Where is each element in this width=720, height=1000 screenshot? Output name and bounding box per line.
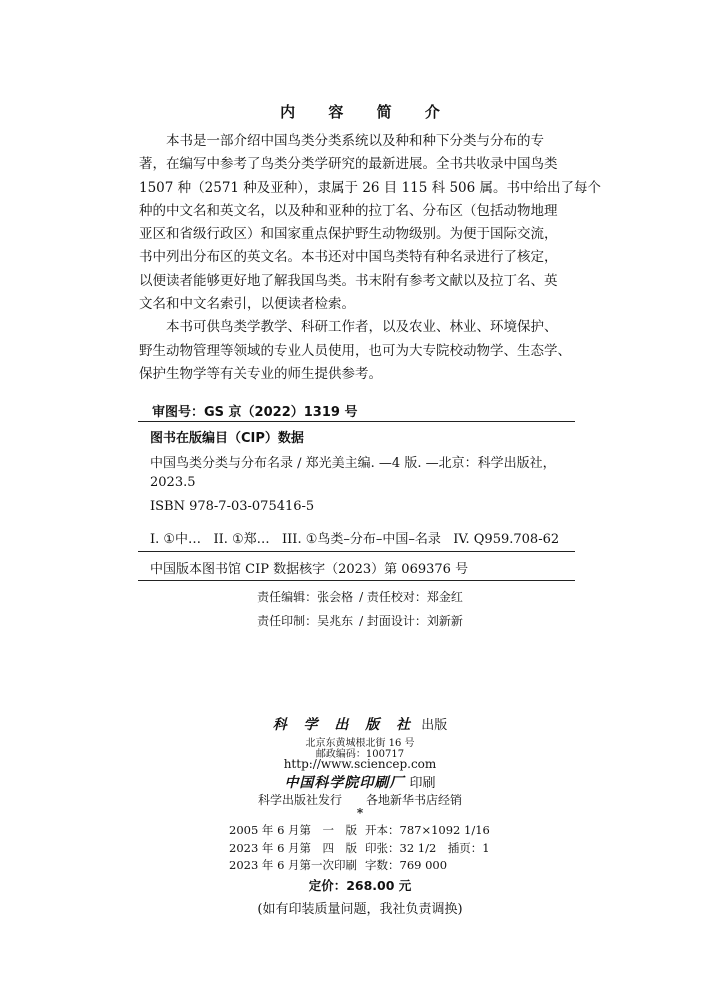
- summary: [139, 130, 602, 386]
- imprint-spec: 字数：769 000: [365, 858, 448, 872]
- summary-line: 本书是一部介绍中国鸟类分类系统以及种和种下分类与分布的专: [166, 133, 544, 149]
- cover-designer: / 封面设计：刘新新: [359, 614, 463, 628]
- printer-suffix: 印刷: [409, 776, 436, 791]
- summary-line: 著，在编写中参考了鸟类分类学研究的最新进展。全书共收录中国鸟类: [139, 156, 558, 173]
- cip-divider-top: [138, 421, 575, 422]
- publisher-suffix: 出版: [421, 718, 448, 733]
- imprint-edition: 2005 年 6 月第 一 版: [229, 823, 358, 837]
- imprint-edition: 2023 年 6 月第 四 版: [229, 841, 358, 855]
- page-title: 内 容 简 介: [280, 103, 454, 121]
- summary-line: 亚区和省级行政区）和国家重点保护野生动物级别。为便于国际交流，: [139, 226, 558, 243]
- responsible-editor: 责任编辑：张会格: [257, 590, 354, 604]
- imprint-edition: 2023 年 6 月第一次印刷: [229, 858, 358, 872]
- publisher-name: 科 学 出 版 社: [272, 717, 417, 733]
- imprint-row: [229, 840, 490, 856]
- imprint-row: [229, 857, 447, 873]
- distribution-line: 科学出版社发行 各地新华书店经销: [257, 793, 462, 807]
- summary-line: 种的中文名和英文名，以及种和亚种的拉丁名、分布区（包括动物地理: [139, 202, 558, 219]
- separator-star: *: [356, 806, 364, 820]
- map-review-number: 审图号：GS 京（2022）1319 号: [152, 405, 358, 420]
- print-manager: 责任印制：吴兆东: [257, 614, 354, 628]
- editors-line-1: [0, 588, 720, 605]
- cip-divider-middle: [138, 551, 575, 552]
- summary-line: 以便读者能够更好地了解我国鸟类。书末附有参考文献以及拉丁名、英: [139, 272, 558, 289]
- printer-line: [0, 772, 720, 792]
- cip-date-line: 2023.5: [150, 475, 196, 490]
- cip-title-line: 中国鸟类分类与分布名录 / 郑光美主编. —4 版. —北京：科学出版社，: [150, 456, 556, 471]
- publisher-url: http://www.sciencep.com: [283, 757, 437, 771]
- summary-paragraph-1: [139, 130, 602, 316]
- summary-line: 本书可供鸟类学教学、科研工作者，以及农业、林业、环境保护、: [166, 319, 558, 336]
- summary-line: 保护生物学等有关专业的师生提供参考。: [139, 365, 382, 382]
- imprint-row: [229, 822, 490, 838]
- summary-line: 文名和中文名索引，以便读者检索。: [139, 296, 355, 313]
- publisher-postcode: 邮政编码：100717: [315, 749, 405, 760]
- imprint-spec: 开本：787×1092 1/16: [365, 823, 490, 837]
- cip-isbn: ISBN 978-7-03-075416-5: [150, 499, 315, 514]
- proofreader: / 责任校对：郑金红: [359, 590, 463, 604]
- printer-name: 中国科学院印刷厂: [284, 775, 405, 791]
- publisher-line: [0, 714, 720, 734]
- cip-heading: 图书在版编目（CIP）数据: [150, 431, 304, 446]
- summary-line: 书中列出分布区的英文名。本书还对中国鸟类特有种名录进行了核定，: [139, 249, 558, 266]
- price: 定价：268.00 元: [308, 878, 412, 893]
- summary-line: 1507 种（2571 种及亚种），隶属于 26 目 115 科 506 属。书中给出了每个: [139, 179, 602, 196]
- imprint-spec: 印张：32 1/2 插页：1: [365, 841, 490, 855]
- publisher-address: 北京东黄城根北街 16 号: [305, 738, 415, 749]
- summary-line: 野生动物管理等领域的专业人员使用，也可为大专院校动物学、生态学、: [139, 342, 571, 359]
- quality-note: (如有印装质量问题，我社负责调换): [257, 902, 463, 917]
- cip-divider-bottom: [138, 580, 575, 581]
- editors-line-2: [0, 612, 720, 629]
- cip-classification: I. ①中… II. ①郑… III. ①鸟类–分布–中国–名录 IV. Q959.708-62: [150, 532, 560, 547]
- summary-paragraph-2: [139, 316, 579, 386]
- cip-library-number: 中国版本图书馆 CIP 数据核字（2023）第 069376 号: [150, 562, 469, 577]
